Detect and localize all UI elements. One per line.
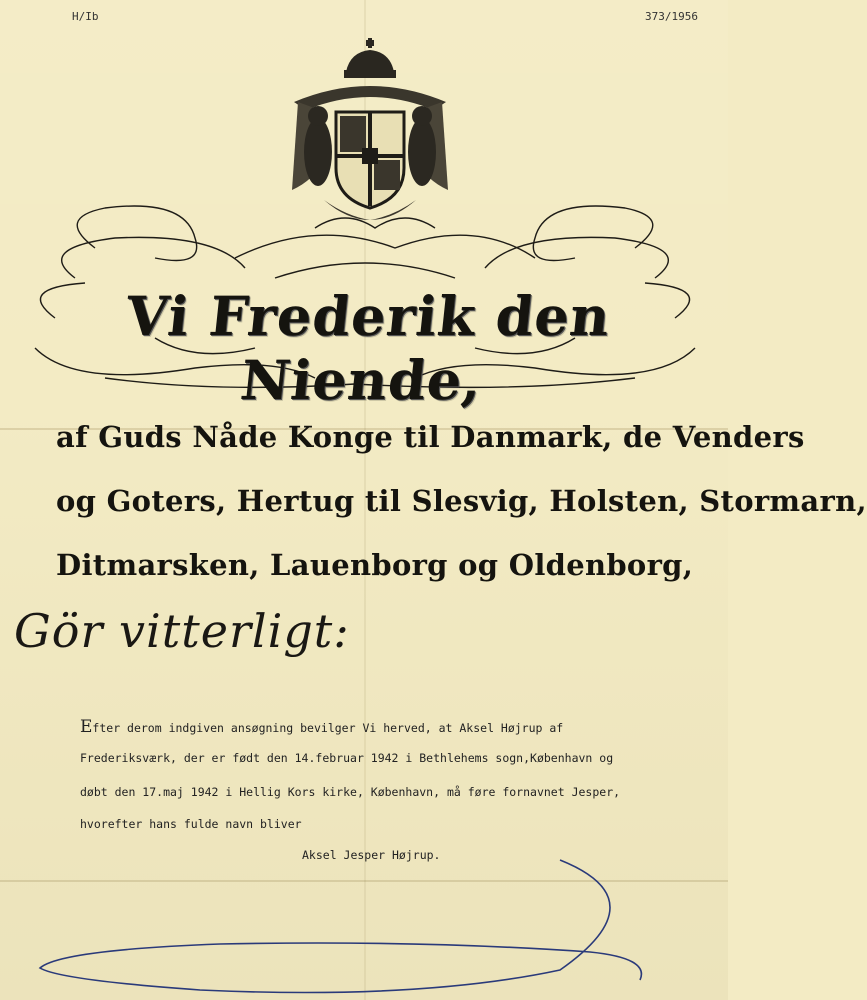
body-line-2: Frederiksværk, der er født den 14.februar 1942 i Bethlehems sogn,København og <box>80 751 614 765</box>
royal-title-line-1: af Guds Nåde Konge til Danmark, de Venders <box>56 420 805 454</box>
signature-flourish-icon <box>0 840 728 1000</box>
body-line-1 <box>80 717 700 737</box>
reference-number: 373/1956 <box>645 10 698 23</box>
body-line-4: hvorefter hans fulde navn bliver <box>80 817 302 831</box>
body-line-3: døbt den 17.maj 1942 i Hellig Kors kirke, København, må føre fornavnet Jesper, <box>80 785 621 799</box>
royal-title-line-3: Ditmarsken, Lauenborg og Oldenborg, <box>56 548 694 582</box>
proclamation-heading: Gör vitterligt: <box>14 604 350 658</box>
reference-left: H/Ib <box>72 10 99 23</box>
drop-cap: E <box>80 717 93 737</box>
document-title: Vi Frederik den Niende, <box>122 284 614 412</box>
full-name: Aksel Jesper Højrup. <box>302 848 441 862</box>
body-line-1-text: fter derom indgiven ansøgning bevilger Vi herved, at Aksel Højrup af <box>92 721 564 735</box>
royal-title-line-2: og Goters, Hertug til Slesvig, Holsten, Stormarn, <box>56 484 867 518</box>
